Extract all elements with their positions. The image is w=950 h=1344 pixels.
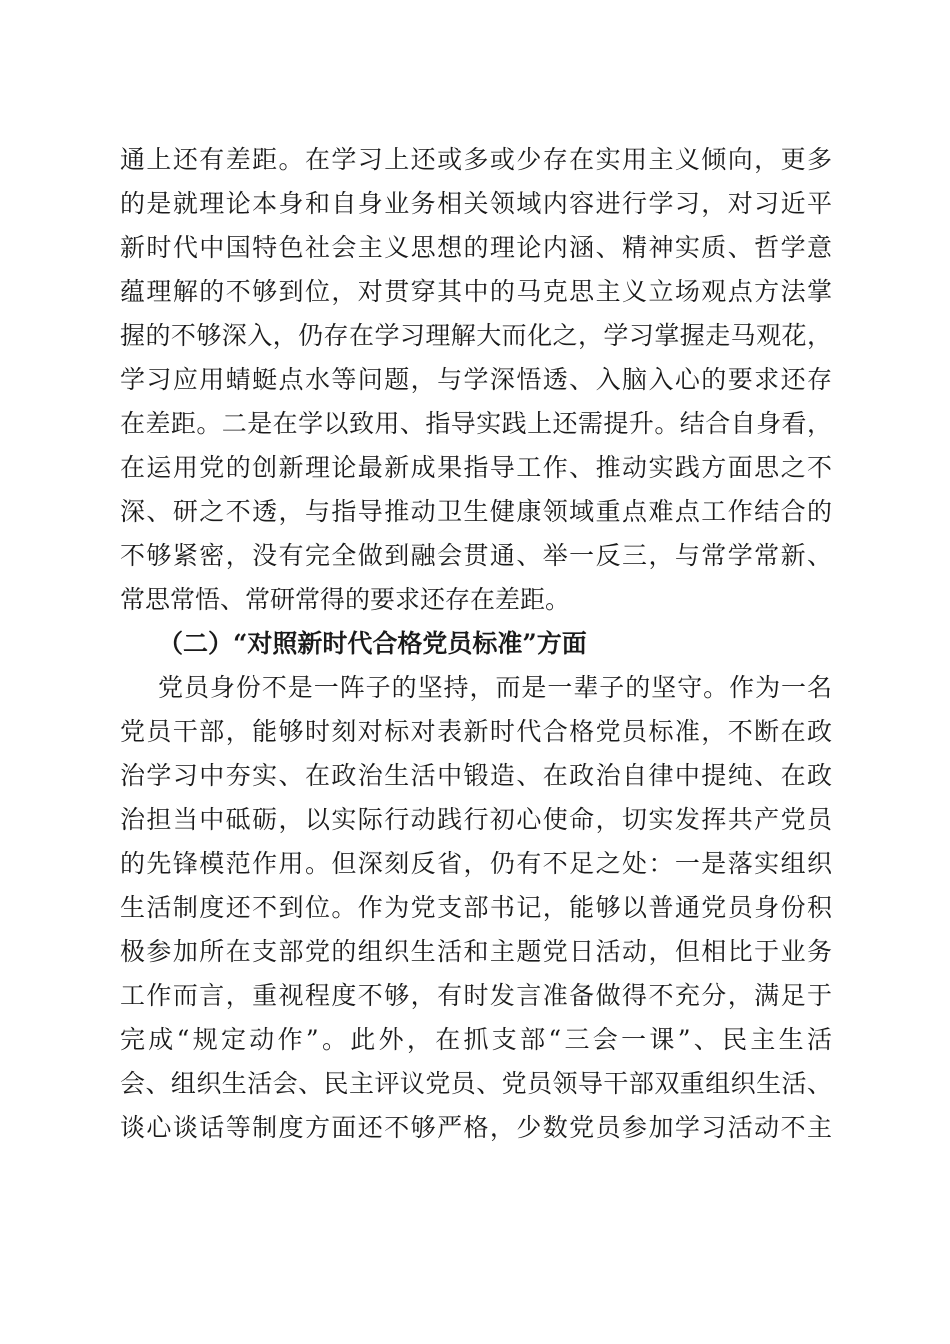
paragraph-line: 通上还有差距。在学习上还或多或少存在实用主义倾向，更多 [120, 145, 832, 174]
paragraph-line: 治担当中砥砺，以实际行动践行初心使命，切实发挥共产党员 [120, 805, 832, 834]
paragraph-line: 在差距。二是在学以致用、指导实践上还需提升。结合自身看， [120, 409, 832, 438]
section-heading: （二）“对照新时代合格党员标准”方面 [158, 629, 587, 658]
paragraph-line: 深、研之不透，与指导推动卫生健康领域重点难点工作结合的 [120, 497, 832, 526]
paragraph-line: 完成“规定动作”。此外，在抓支部“三会一课”、民主生活 [120, 1025, 832, 1054]
paragraph-line: 工作而言，重视程度不够，有时发言准备做得不充分，满足于 [120, 981, 832, 1010]
paragraph-line: 生活制度还不到位。作为党支部书记，能够以普通党员身份积 [120, 893, 832, 922]
paragraph-line: 不够紧密，没有完全做到融会贯通、举一反三，与常学常新、 [120, 541, 832, 570]
paragraph-line: 握的不够深入，仍存在学习理解大而化之，学习掌握走马观花， [120, 321, 832, 350]
paragraph-line: 的先锋模范作用。但深刻反省，仍有不足之处：一是落实组织 [120, 849, 832, 878]
paragraph-line: 新时代中国特色社会主义思想的理论内涵、精神实质、哲学意 [120, 233, 832, 262]
paragraph-line: 会、组织生活会、民主评议党员、党员领导干部双重组织生活、 [120, 1069, 832, 1098]
paragraph-line: 党员身份不是一阵子的坚持，而是一辈子的坚守。作为一名 [158, 673, 832, 702]
paragraph-line: 极参加所在支部党的组织生活和主题党日活动，但相比于业务 [120, 937, 832, 966]
paragraph-line: 在运用党的创新理论最新成果指导工作、推动实践方面思之不 [120, 453, 832, 482]
paragraph-line: 党员干部，能够时刻对标对表新时代合格党员标准，不断在政 [120, 717, 832, 746]
paragraph-line: 的是就理论本身和自身业务相关领域内容进行学习，对习近平 [120, 189, 832, 218]
paragraph-line: 蕴理解的不够到位，对贯穿其中的马克思主义立场观点方法掌 [120, 277, 832, 306]
paragraph-line: 治学习中夯实、在政治生活中锻造、在政治自律中提纯、在政 [120, 761, 832, 790]
paragraph-line: 谈心谈话等制度方面还不够严格，少数党员参加学习活动不主 [120, 1113, 832, 1142]
paragraph-line: 学习应用蜻蜓点水等问题，与学深悟透、入脑入心的要求还存 [120, 365, 832, 394]
paragraph-line: 常思常悟、常研常得的要求还存在差距。 [120, 585, 571, 614]
